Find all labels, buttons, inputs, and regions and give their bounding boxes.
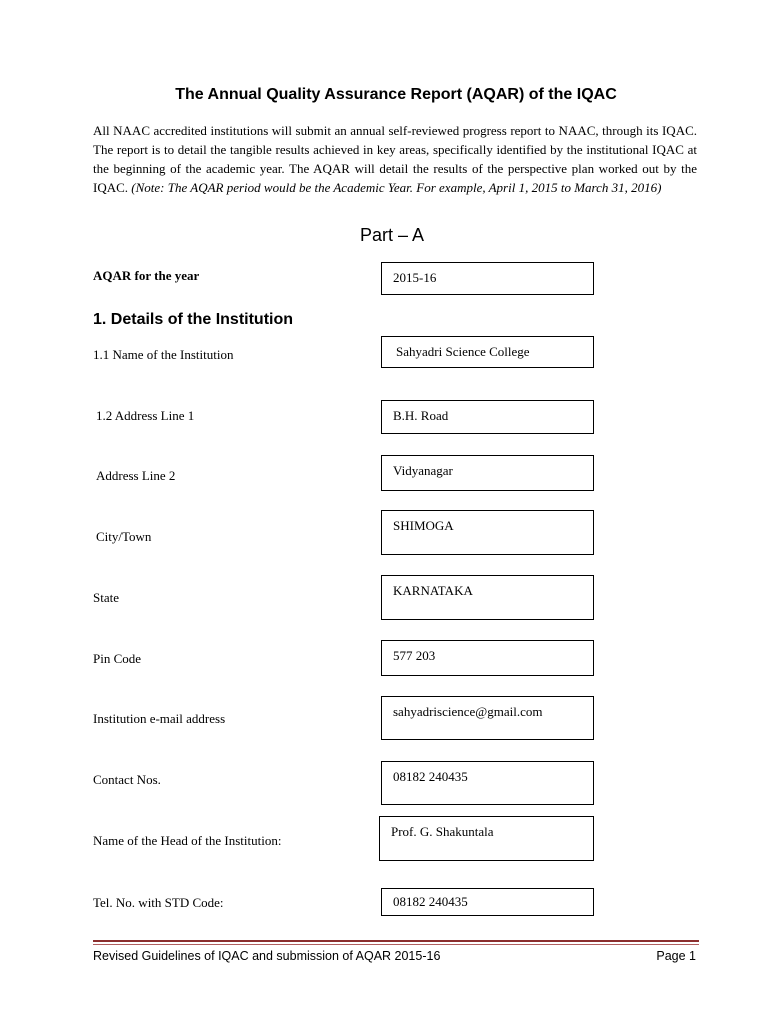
state-label: State [93,590,119,605]
document-title: The Annual Quality Assurance Report (AQAR) of the IQAC [175,86,617,103]
contact-field[interactable]: 08182 240435 [381,761,594,805]
intro-text: All NAAC accredited institutions will submit an annual self-reviewed progress report to NAAC, through its IQAC. The report is to detail the tangible results achieved in key areas, specifically identified by the institutional IQAC at the beginning of the academic year. The AQAR will detail the results of the perspective plan worked out by the IQAC. [93,123,697,195]
footer-text: Revised Guidelines of IQAC and submission of AQAR 2015-16 [93,949,441,963]
aqar-year-label: AQAR for the year [93,268,200,283]
head-field[interactable]: Prof. G. Shakuntala [379,816,594,861]
intro-paragraph [93,121,697,197]
page-number: Page 1 [656,949,696,963]
state-field[interactable]: KARNATAKA [381,575,594,620]
address-line1-label: 1.2 Address Line 1 [96,408,195,423]
intro-note: (Note: The AQAR period would be the Academic Year. For example, April 1, 2015 to March 31, 2016) [131,180,662,195]
city-field[interactable]: SHIMOGA [381,510,594,555]
tel-label: Tel. No. with STD Code: [93,895,224,910]
footer-rule-thin [93,944,699,945]
tel-field[interactable]: 08182 240435 [381,888,594,916]
aqar-year-field[interactable]: 2015-16 [381,262,594,295]
institution-name-label: 1.1 Name of the Institution [93,347,234,362]
contact-label: Contact Nos. [93,772,161,787]
part-heading: Part – A [360,225,425,245]
email-label: Institution e-mail address [93,711,226,726]
address-line2-field[interactable]: Vidyanagar [381,455,594,491]
address-line2-label: Address Line 2 [96,468,176,483]
institution-name-field[interactable]: Sahyadri Science College [381,336,594,368]
section-title: 1. Details of the Institution [93,311,294,328]
address-line1-field[interactable]: B.H. Road [381,400,594,434]
pin-code-field[interactable]: 577 203 [381,640,594,676]
pin-code-label: Pin Code [93,651,142,666]
city-label: City/Town [96,529,152,544]
head-label: Name of the Head of the Institution: [93,833,282,848]
email-field[interactable]: sahyadriscience@gmail.com [381,696,594,740]
footer-rule [93,940,699,942]
